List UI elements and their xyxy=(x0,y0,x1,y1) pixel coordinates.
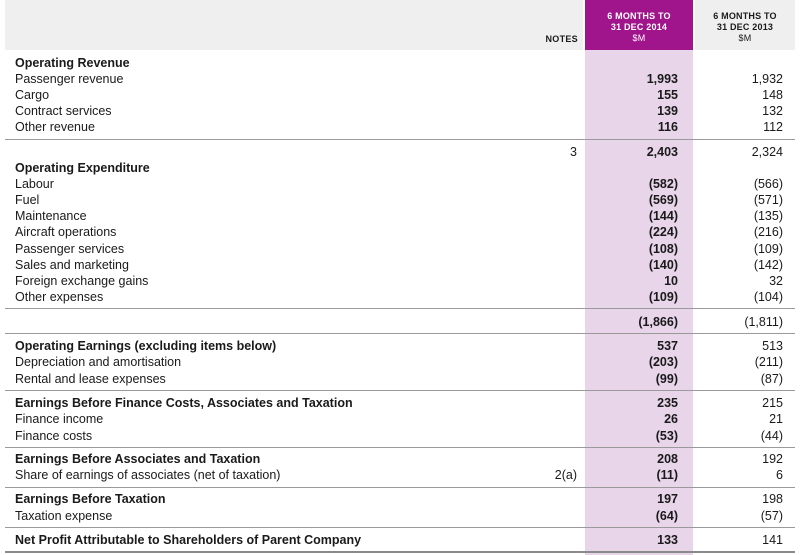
table-row xyxy=(0,176,800,192)
row-label: Aircraft operations xyxy=(15,225,117,239)
value-2013: 141 xyxy=(762,533,783,547)
value-2013: (566) xyxy=(753,177,783,191)
value-2014: 26 xyxy=(664,412,678,426)
row-label: Other revenue xyxy=(15,120,95,134)
value-2013: (87) xyxy=(760,372,783,386)
value-2013: (142) xyxy=(753,258,783,272)
row-label: Contract services xyxy=(15,104,112,118)
divider xyxy=(5,487,795,488)
table-row xyxy=(0,224,800,240)
value-2013: 132 xyxy=(762,104,783,118)
divider xyxy=(5,308,795,309)
value-2013: 2,324 xyxy=(751,145,783,159)
table-row xyxy=(0,395,800,411)
column-header-2013-line2: 31 DEC 2013 xyxy=(716,22,774,32)
value-2014: (582) xyxy=(648,177,678,191)
table-row xyxy=(0,241,800,257)
divider xyxy=(5,551,795,553)
table-row xyxy=(0,257,800,273)
row-label: Fuel xyxy=(15,193,40,207)
value-2014: (53) xyxy=(655,429,678,443)
row-label: Taxation expense xyxy=(15,509,113,523)
column-header-2013 xyxy=(695,11,795,44)
value-2014: 197 xyxy=(657,492,678,506)
row-label: Depreciation and amortisation xyxy=(15,355,182,369)
row-label: Finance costs xyxy=(15,429,93,443)
table-row xyxy=(0,192,800,208)
value-2014: 1,993 xyxy=(646,72,678,86)
value-2013: (57) xyxy=(760,509,783,523)
row-label: Cargo xyxy=(15,88,50,102)
value-2013: (135) xyxy=(753,209,783,223)
column-header-2014 xyxy=(585,11,693,44)
divider xyxy=(5,527,795,528)
column-header-2013-unit: $M xyxy=(738,33,752,43)
column-header-2013-line1: 6 MONTHS TO xyxy=(713,11,777,21)
value-2014: (203) xyxy=(648,355,678,369)
note-reference: 3 xyxy=(570,145,577,159)
value-2013: (44) xyxy=(760,429,783,443)
value-2014: (99) xyxy=(655,372,678,386)
section-heading: Operating Revenue xyxy=(15,56,130,70)
table-row xyxy=(0,354,800,370)
table-row xyxy=(0,87,800,103)
table-row xyxy=(0,289,800,305)
table-row xyxy=(0,103,800,119)
value-2014: 208 xyxy=(657,452,678,466)
value-2014: 235 xyxy=(657,396,678,410)
value-2013: (216) xyxy=(753,225,783,239)
value-2014: (569) xyxy=(648,193,678,207)
row-label: Rental and lease expenses xyxy=(15,372,166,386)
value-2013: (104) xyxy=(753,290,783,304)
subtotal-row xyxy=(0,314,800,330)
row-label: Sales and marketing xyxy=(15,258,129,272)
value-2014: (109) xyxy=(648,290,678,304)
value-2013: 112 xyxy=(763,120,783,134)
table-row xyxy=(0,71,800,87)
value-2014: (224) xyxy=(648,225,678,239)
value-2014: 155 xyxy=(657,88,678,102)
divider xyxy=(5,390,795,391)
notes-column-header: NOTES xyxy=(545,34,578,44)
value-2013: 513 xyxy=(762,339,783,353)
value-2014: 116 xyxy=(657,120,678,134)
column-header-2014-unit: $M xyxy=(632,33,646,43)
value-2013: (211) xyxy=(754,355,783,369)
table-row xyxy=(0,467,800,483)
section-heading: Earnings Before Finance Costs, Associates and Taxation xyxy=(15,396,353,410)
row-label: Other expenses xyxy=(15,290,104,304)
row-label: Labour xyxy=(15,177,54,191)
value-2013: (1,811) xyxy=(744,315,783,329)
table-row xyxy=(0,338,800,354)
value-2014: 10 xyxy=(664,274,678,288)
value-2013: 192 xyxy=(762,452,783,466)
value-2013: 21 xyxy=(769,412,783,426)
table-row xyxy=(0,371,800,387)
row-label: Passenger revenue xyxy=(15,72,124,86)
column-header-2014-line2: 31 DEC 2014 xyxy=(610,22,668,32)
row-label: Maintenance xyxy=(15,209,87,223)
value-2014: (64) xyxy=(655,509,678,523)
divider xyxy=(5,333,795,334)
value-2014: 139 xyxy=(657,104,678,118)
value-2013: 215 xyxy=(762,396,783,410)
value-2014: (140) xyxy=(648,258,678,272)
table-row xyxy=(0,428,800,444)
section-heading: Earnings Before Associates and Taxation xyxy=(15,452,261,466)
divider xyxy=(5,139,795,140)
table-row xyxy=(0,491,800,507)
table-row xyxy=(0,508,800,524)
row-label: Finance income xyxy=(15,412,104,426)
note-reference: 2(a) xyxy=(554,468,577,482)
column-header-2014-line1: 6 MONTHS TO xyxy=(607,11,671,21)
section-heading: Net Profit Attributable to Shareholders of Parent Company xyxy=(15,533,362,547)
value-2013: (109) xyxy=(753,242,783,256)
section-heading: Operating Earnings (excluding items below) xyxy=(15,339,277,353)
table-row xyxy=(0,119,800,135)
table-row xyxy=(0,451,800,467)
table-row xyxy=(0,208,800,224)
row-label: Share of earnings of associates (net of taxation) xyxy=(15,468,281,482)
value-2014: (108) xyxy=(648,242,678,256)
row-label: Foreign exchange gains xyxy=(15,274,149,288)
value-2013: 1,932 xyxy=(751,72,783,86)
table-row xyxy=(0,273,800,289)
value-2013: (571) xyxy=(753,193,783,207)
divider xyxy=(5,447,795,448)
header-background xyxy=(5,0,583,50)
value-2013: 148 xyxy=(762,88,783,102)
value-2013: 198 xyxy=(762,492,783,506)
table-row xyxy=(0,411,800,427)
table-row xyxy=(0,160,800,176)
value-2014: 537 xyxy=(657,339,678,353)
total-row xyxy=(0,532,800,548)
subtotal-row xyxy=(0,144,800,160)
section-heading: Earnings Before Taxation xyxy=(15,492,166,506)
value-2014: 2,403 xyxy=(646,145,678,159)
value-2014: (1,866) xyxy=(638,315,678,329)
value-2014: 133 xyxy=(657,533,678,547)
section-heading: Operating Expenditure xyxy=(15,161,150,175)
value-2013: 32 xyxy=(769,274,783,288)
table-row xyxy=(0,55,800,71)
row-label: Passenger services xyxy=(15,242,125,256)
value-2013: 6 xyxy=(776,468,783,482)
value-2014: (144) xyxy=(648,209,678,223)
value-2014: (11) xyxy=(656,468,678,482)
